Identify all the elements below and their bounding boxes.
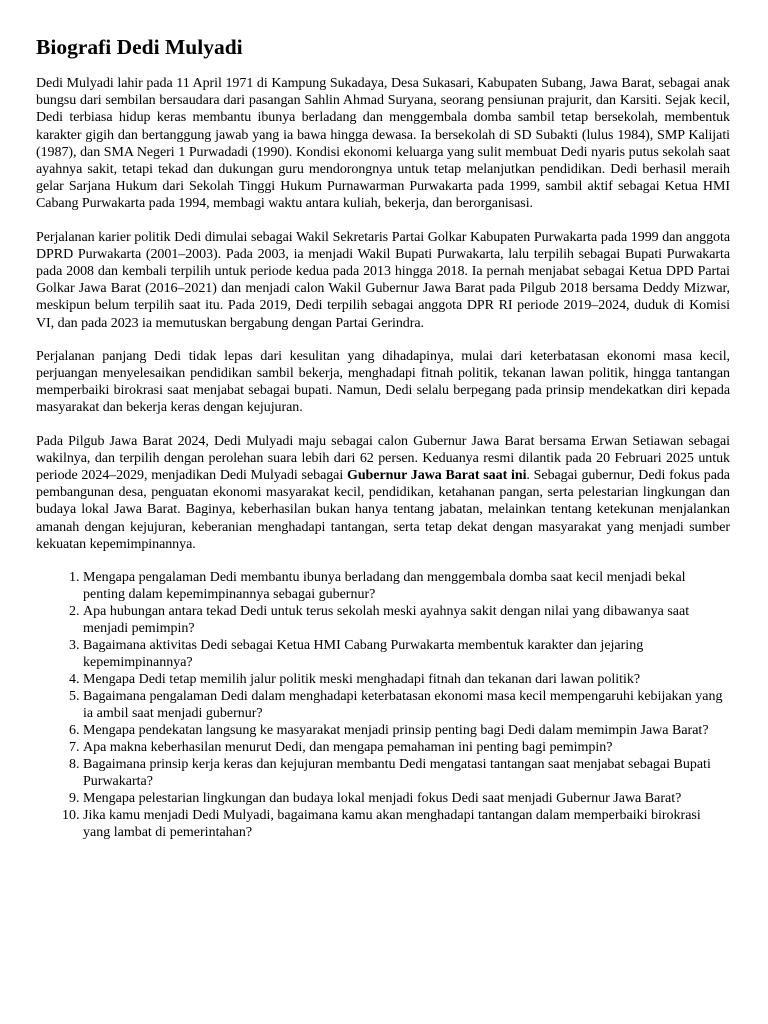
governor-emphasis: Gubernur Jawa Barat saat ini: [346, 468, 527, 484]
paragraph-governor: [36, 433, 730, 553]
paragraph-challenges: Perjalanan panjang Dedi tidak lepas dari kesulitan yang dihadapinya, mulai dari keterbatasan ekonomi masa kecil, perjuangan menyelesaikan pendidikan sambil bekerja, menghadapi fitnah politik, tekanan lawan politik, hingga tantangan memperbaiki birokrasi saat menjabat sebagai bupati. Namun, Dedi selalu berpegang pada prinsip mendekatkan diri kepada masyarakat dan bekerja keras dengan kejujuran.: [36, 348, 730, 416]
list-item: 5. Bagaimana pengalaman Dedi dalam menghadapi keterbatasan ekonomi masa kecil mempengaruhi kebijakan yang ia ambil saat menjadi gubernur?: [83, 688, 730, 722]
paragraph-political-career: Perjalanan karier politik Dedi dimulai sebagai Wakil Sekretaris Partai Golkar Kabupaten Purwakarta pada 1999 dan anggota DPRD Purwakarta (2001–2003). Pada 2003, ia menjadi Wakil Bupati Purwakarta, lalu terpilih sebagai Bupati Purwakarta pada 2008 dan kembali terpilih untuk periode kedua pada 2013 hingga 2018. Ia pernah menjabat sebagai Ketua DPD Partai Golkar Jawa Barat (2016–2021) dan menjadi calon Wakil Gubernur Jawa Barat pada Pilgub 2018 bersama Deddy Mizwar, meskipun belum terpilih saat itu. Pada 2019, Dedi terpilih sebagai anggota DPR RI periode 2019–2024, duduk di Komisi VI, dan pada 2023 ia memutuskan bergabung dengan Partai Gerindra.: [36, 229, 730, 331]
list-item: 7. Apa makna keberhasilan menurut Dedi, dan mengapa pemahaman ini penting bagi pemimpin?: [83, 739, 730, 756]
list-item: 3. Bagaimana aktivitas Dedi sebagai Ketua HMI Cabang Purwakarta membentuk karakter dan jejaring kepemimpinannya?: [83, 637, 730, 671]
document-page: [36, 33, 730, 841]
list-item: 10. Jika kamu menjadi Dedi Mulyadi, bagaimana kamu akan menghadapi tantangan dalam memperbaiki birokrasi yang lambat di pemerintahan?: [83, 807, 730, 841]
list-item: 4. Mengapa Dedi tetap memilih jalur politik meski menghadapi fitnah dan tekanan dari lawan politik?: [83, 671, 730, 688]
list-item: 8. Bagaimana prinsip kerja keras dan kejujuran membantu Dedi mengatasi tantangan saat menjabat sebagai Bupati Purwakarta?: [83, 756, 730, 790]
list-item: 6. Mengapa pendekatan langsung ke masyarakat menjadi prinsip penting bagi Dedi dalam memimpin Jawa Barat?: [83, 722, 730, 739]
question-list: [36, 569, 730, 841]
paragraph-governor-text-1: Pada Pilgub Jawa Barat 2024, Dedi Mulyadi maju sebagai calon Gubernur Jawa Barat bersama Erwan Setiawan sebagai wakilnya, dan terpilih dengan perolehan suara lebih dari 62 persen. Keduanya resmi dilantik pada 20 Februari 2025 untuk periode 2024–2029, menjadikan Dedi Mulyadi sebagai: [36, 433, 730, 484]
list-item: 2. Apa hubungan antara tekad Dedi untuk terus sekolah meski ayahnya sakit dengan nilai yang dibawanya saat menjadi pemimpin?: [83, 603, 730, 637]
list-item: 9. Mengapa pelestarian lingkungan dan budaya lokal menjadi fokus Dedi saat menjadi Gubernur Jawa Barat?: [83, 790, 730, 807]
page-title: Biografi Dedi Mulyadi: [36, 35, 243, 59]
list-item: 1. Mengapa pengalaman Dedi membantu ibunya berladang dan menggembala domba saat kecil menjadi bekal penting dalam kepemimpinannya sebagai gubernur?: [83, 569, 730, 603]
paragraph-early-life: Dedi Mulyadi lahir pada 11 April 1971 di Kampung Sukadaya, Desa Sukasari, Kabupaten Subang, Jawa Barat, sebagai anak bungsu dari sembilan bersaudara dari pasangan Sahlin Ahmad Suryana, seorang pensiunan prajurit, dan Karsiti. Sejak kecil, Dedi terbiasa hidup keras membantu ibunya berladang dan menggembala domba sambil tetap bersekolah, membentuk karakter gigih dan bertanggung jawab yang ia bawa hingga dewasa. Ia bersekolah di SD Subakti (lulus 1984), SMP Kalijati (1987), dan SMA Negeri 1 Purwadadi (1990). Kondisi ekonomi keluarga yang sulit membuat Dedi nyaris putus sekolah saat ayahnya sakit, tetapi tekad dan dukungan guru mendorongnya untuk tetap melanjutkan pendidikan. Dedi berhasil meraih gelar Sarjana Hukum dari Sekolah Tinggi Hukum Purnawarman Purwakarta pada 1999, sambil aktif sebagai Ketua HMI Cabang Purwakarta pada 1994, membagi waktu antara kuliah, bekerja, dan berorganisasi.: [36, 76, 730, 212]
paragraph-governor-text-2: . Sebagai gubernur, Dedi fokus pada pembangunan desa, penguatan ekonomi masyarakat kecil, pendidikan, ketahanan pangan, serta pelestarian lingkungan dan budaya lokal Jawa Barat. Baginya, keberhasilan bukan hanya tentang jabatan, melainkan tentang ketekunan menjalankan amanah dengan kejujuran, keberanian menghadapi tantangan, serta tetap dekat dengan masyarakat yang menjadi sumber kekuatan kepemimpinannya.: [36, 468, 730, 552]
